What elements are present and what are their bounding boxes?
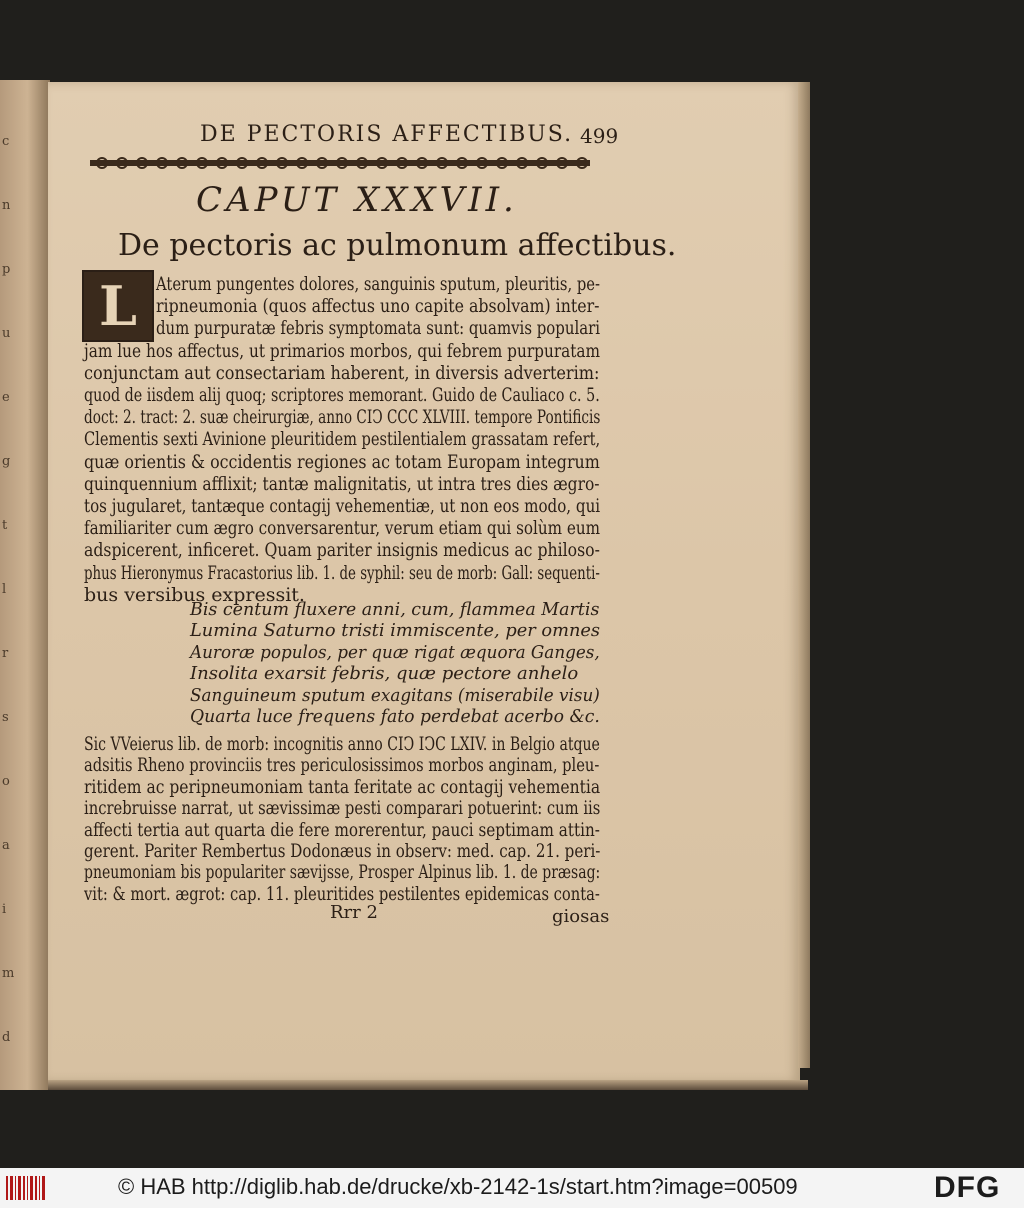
facing-page-edge [0,80,50,1090]
text-line: Aterum pungentes dolores, sanguinis sputum, pleuritis, pe- [156,273,600,295]
facing-page-fragment: a [2,838,10,853]
text-line: conjunctam aut consectariam haberent, in diversis adverterim: [84,361,600,384]
text-line: tos jugularet, tantæque contagij vehementiæ, ut non eos modo, qui [84,495,601,517]
chapter-title: CAPUT XXXVII. [196,180,518,220]
facing-page-fragments [2,110,42,1070]
verse-line: Lumina Saturno tristi immiscente, per omnes [190,620,601,642]
facing-page-fragment: e [2,390,10,405]
page-edge [798,82,810,1068]
facing-page-fragment: o [2,774,10,789]
running-head: DE PECTORIS AFFECTIBUS. [200,122,574,147]
text-line: bus versibus expressit. [84,583,305,606]
facing-page-fragment: l [2,582,7,597]
dfg-logo[interactable]: DFG [934,1171,1001,1204]
verse-line: Quarta luce frequens fato perdebat acerbo &c. [190,706,600,727]
facing-page-fragment: r [2,646,9,661]
facing-page-fragment: t [2,518,8,533]
text-line: jam lue hos affectus, ut primarios morbos, qui febrem purpuratam [84,339,601,362]
page-number: 499 [580,124,619,148]
facing-page-fragment: s [2,710,9,725]
signature-mark: Rrr 2 [330,902,378,923]
ornament-border-icon [90,152,590,174]
verse-line: Insolita exarsit febris, quæ pectore anhelo [190,663,579,685]
facing-page-fragment: g [2,454,11,469]
page-bottom-edge [48,1080,808,1090]
catchword: giosas [552,906,610,927]
verse-line: Bis centum fluxere anni, cum, flammea Martis [190,599,600,620]
text-line: pneumoniam bis populariter sævijsse, Prosper Alpinus lib. 1. de præsag: [84,861,601,884]
verse-line: Sanguineum sputum exagitans (miserabile visu) [190,684,600,706]
text-line: quæ orientis & occidentis regiones ac totam Europam integrum [84,450,600,473]
text-line: ripneumonia (quos affectus uno capite absolvam) inter- [156,295,600,318]
facing-page-fragment: c [2,134,10,149]
hab-barcode-logo-icon[interactable] [4,1174,48,1202]
facing-page-fragment: n [2,198,11,213]
facing-page-fragment: m [2,966,15,981]
verse-line: Auroræ populos, per quæ rigat æquora Ganges, [190,641,600,663]
text-line: gerent. Pariter Rembertus Dodonæus in observ: med. cap. 21. peri- [84,840,601,862]
text-line: adsitis Rheno provinciis tres periculosissimos morbos anginam, pleu- [84,754,600,777]
section-title: De pectoris ac pulmonum affectibus. [118,228,677,263]
source-url-link[interactable]: © HAB http://diglib.hab.de/drucke/xb-2142-1s/start.htm?image=00509 [118,1174,798,1199]
text-line: doct: 2. tract: 2. suæ cheirurgiæ, anno CIↃ CCC XLVIII. tempore Pontificis [84,406,601,429]
text-line: adspicerent, inficeret. Quam pariter insignis medicus ac philoso- [84,539,600,562]
viewer-footer [0,1168,1024,1208]
text-line: vit: & mort. ægrot: cap. 11. pleuritides pestilentes epidemicas conta- [84,882,600,905]
text-line: quod de iisdem alij quoq; scriptores memorant. Guido de Cauliaco c. 5. [84,384,600,406]
decorated-initial: L [82,270,154,342]
text-line: quinquennium afflixit; tantæ malignitatis, ut intra tres dies ægro- [84,472,600,495]
text-line: increbruisse narrat, ut sævissimæ pesti comparari potuerint: cum iis [84,797,601,820]
facing-page-fragment: p [2,262,11,277]
facing-page-fragment: i [2,902,7,917]
facing-page-fragment: u [2,326,11,341]
text-line: Sic VVeierus lib. de morb: incognitis anno CIↃ IↃC LXIV. in Belgio atque [84,733,600,755]
text-line: affecti tertia aut quarta die fere morerentur, pauci septimam attin- [84,818,600,841]
text-line: phus Hieronymus Fracastorius lib. 1. de syphil: seu de morb: Gall: sequenti- [84,561,600,584]
text-line: familiariter cum ægro conversarentur, verum etiam qui solùm eum [84,517,601,540]
text-line: Clementis sexti Avinione pleuritidem pestilentialem grassatam refert, [84,428,601,451]
facing-page-fragment: d [2,1030,11,1045]
text-line: dum purpuratæ febris symptomata sunt: quamvis populari [156,317,601,340]
text-line: ritidem ac peripneumoniam tanta feritate ac contagij vehementia [84,775,601,798]
